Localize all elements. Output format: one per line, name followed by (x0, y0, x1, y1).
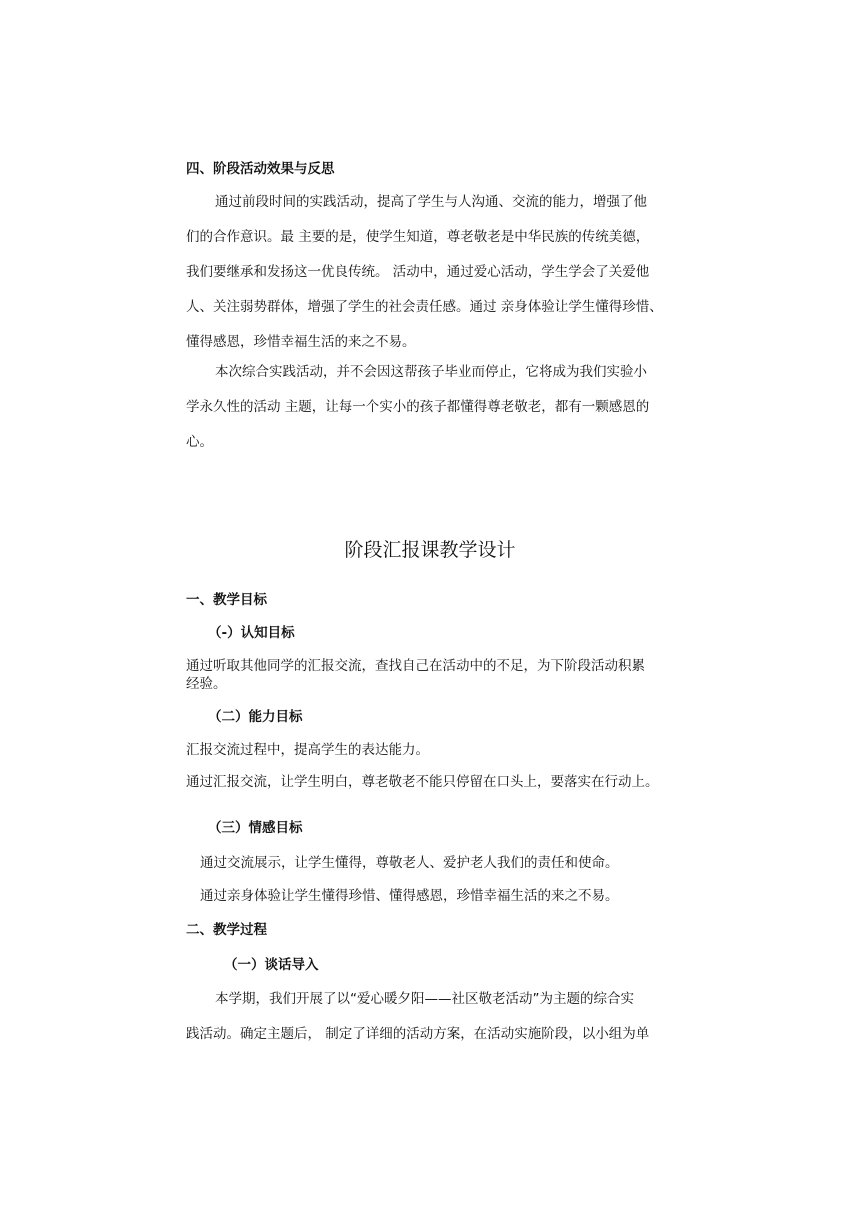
intro-paragraph (186, 982, 678, 1052)
section-4-paragraph-2 (186, 355, 678, 460)
cognitive-goal-heading: （-）认知目标 (208, 625, 295, 641)
section-4-heading: 四、阶段活动效果与反思 (186, 161, 335, 177)
cognitive-goal-text (186, 657, 678, 693)
paragraph-line: 们的合作意识。最 主要的是，使学生知道，尊老敬老是中华民族的传统美德， (186, 229, 650, 245)
emotion-goal-line-2 (200, 887, 692, 905)
paragraph-line: 我们要继承和发扬这一优良传统。 活动中，通过爱心活动，学生学会了关爱他 (186, 264, 650, 280)
paragraph-line: 通过前段时间的实践活动，提高了学生与人沟通、交流的能力，增强了他 (215, 194, 647, 210)
paragraph-line: 通过交流展示，让学生懂得，尊敬老人、爱护老人我们的责任和使命。 (200, 855, 619, 871)
paragraph-line: 本次综合实践活动，并不会因这帮孩子毕业而停止，它将成为我们实验小 (215, 364, 647, 380)
section-4-paragraph-1 (186, 185, 678, 360)
section-2-heading: 二、教学过程 (186, 922, 267, 938)
paragraph-line: 通过听取其他同学的汇报交流，查找自己在活动中的不足，为下阶段活动积累 (186, 658, 645, 674)
paragraph-line: 通过汇报交流，让学生明白，尊老敬老不能只停留在口头上，要落实在行动上。 (186, 774, 659, 790)
intro-heading: （一）谈话导入 (224, 957, 319, 973)
paragraph-line: 心。 (186, 434, 213, 450)
emotion-goal-heading: （三）情感目标 (208, 820, 303, 836)
paragraph-line: 经验。 (186, 676, 227, 692)
paragraph-line: 通过亲身体验让学生懂得珍惜、懂得感恩，珍惜幸福生活的来之不易。 (200, 888, 619, 904)
section-1-heading: 一、教学目标 (186, 592, 267, 608)
ability-goal-heading: （二）能力目标 (208, 709, 303, 725)
ability-goal-line-2 (186, 773, 686, 791)
paragraph-line: 践活动。确定主题后， 制定了详细的活动方案，在活动实施阶段，以小组为单 (186, 1026, 650, 1042)
paragraph-line: 懂得感恩，珍惜幸福生活的来之不易。 (186, 334, 416, 350)
paragraph-line: 本学期，我们开展了以“爱心暖夕阳——社区敬老活动”为主题的综合实 (215, 991, 634, 1007)
emotion-goal-line-1 (200, 854, 692, 872)
paragraph-line: 人、关注弱势群体，增强了学生的社会责任感。通过 亲身体验让学生懂得珍惜、 (186, 299, 663, 315)
ability-goal-line-1 (186, 741, 678, 759)
paragraph-line: 学永久性的活动 主题，让每一个实小的孩子都懂得尊老敬老，都有一颗感恩的 (186, 399, 650, 415)
document-title: 阶段汇报课教学设计 (344, 539, 516, 561)
paragraph-line: 汇报交流过程中，提高学生的表达能力。 (186, 742, 429, 758)
